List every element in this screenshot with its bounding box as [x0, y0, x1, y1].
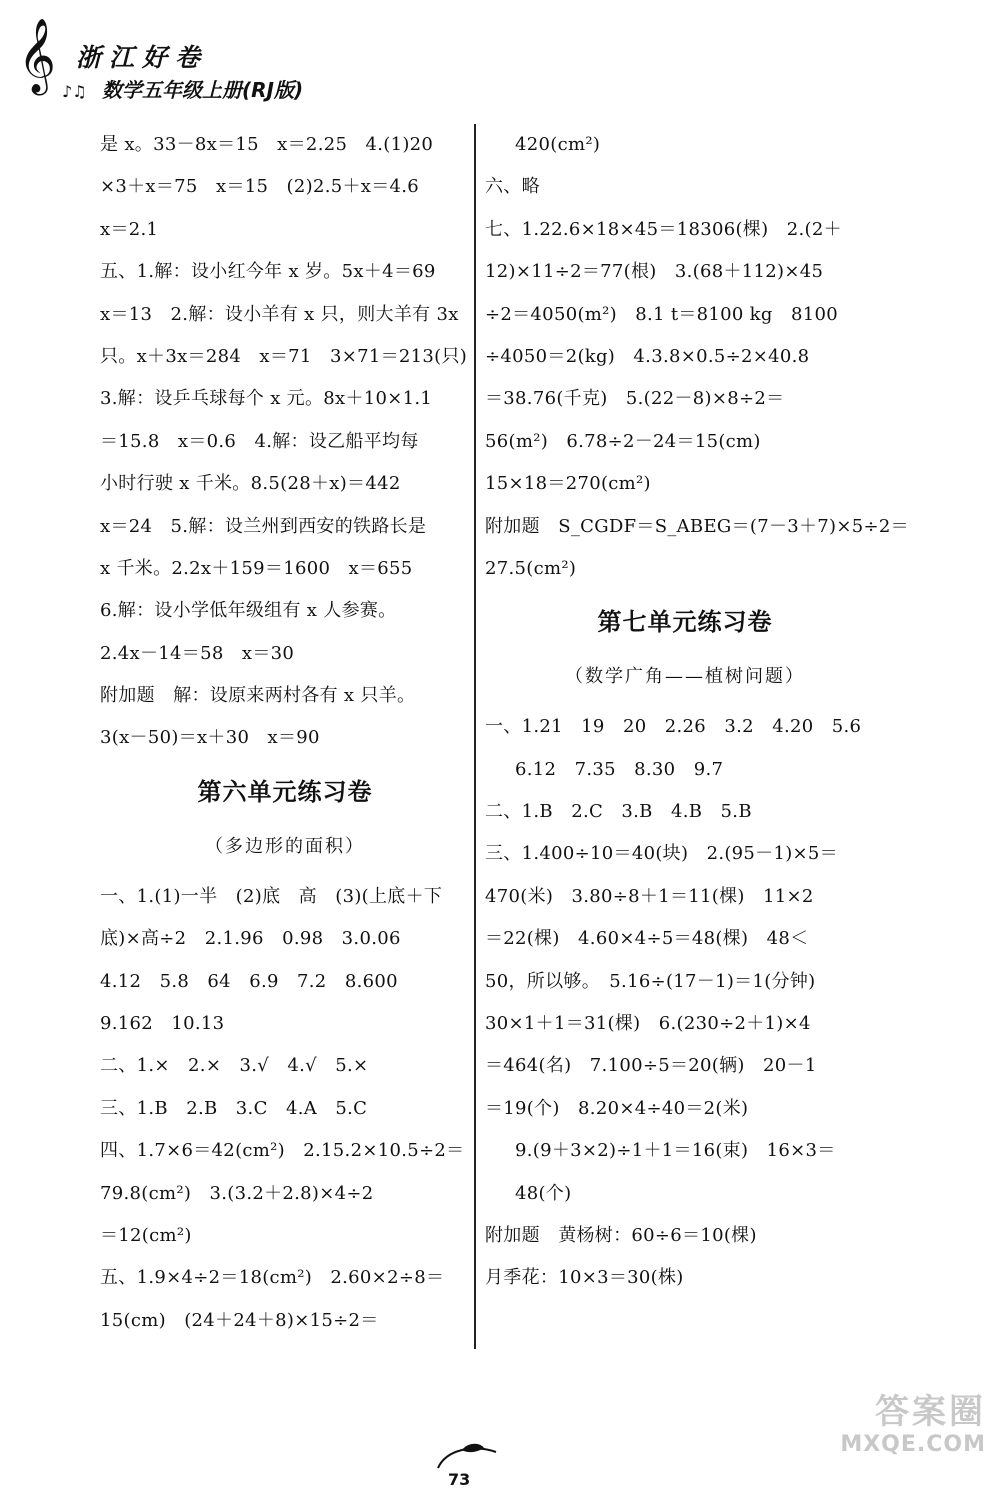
answer-line: 79.8(cm²) 3.(3.2＋2.8)×4÷2 [100, 1182, 374, 1204]
answer-line: 一、1.(1)一半 (2)底 高 (3)(上底＋下 [100, 885, 443, 907]
unit6-title: 第六单元练习卷 [197, 777, 373, 806]
answer-line: 五、1.9×4÷2＝18(cm²) 2.60×2÷8＝ [100, 1267, 445, 1289]
music-notes-icon: ♪♫ [62, 82, 87, 101]
left-column [100, 124, 470, 1342]
unit6-subtitle: （多边形的面积） [205, 835, 365, 857]
answer-line: 15×18＝270(cm²) [485, 473, 651, 495]
answer-line: 七、1.22.6×18×45＝18306(棵) 2.(2＋ [485, 218, 842, 240]
column-divider [474, 124, 476, 1349]
answer-line: 只。x＋3x＝284 x＝71 3×71＝213(只) [100, 345, 468, 367]
leaf-swoosh-icon [432, 1442, 502, 1470]
answer-line: 420(cm²) [515, 134, 601, 155]
answer-line: 15(cm) (24＋24＋8)×15÷2＝ [100, 1309, 379, 1331]
answer-line: x＝13 2.解：设小羊有 x 只，则大羊有 3x [100, 303, 459, 325]
answer-block-unit7 [485, 706, 885, 1299]
page-footer [432, 1442, 502, 1502]
answer-line: 月季花：10×3＝30(株) [485, 1267, 684, 1289]
answer-line: 6.解：设小学低年级组有 x 人参赛。 [100, 600, 397, 622]
answer-block-unit6-cont [485, 124, 909, 590]
unit7-subtitle: （数学广角——植树问题） [565, 666, 805, 688]
answer-line: 是 x。33－8x＝15 x＝2.25 4.(1)20 [100, 134, 434, 155]
answer-block-unit6 [100, 876, 470, 1342]
answer-line: 9.(9＋3×2)÷1＋1＝16(束) 16×3＝ [515, 1140, 836, 1162]
answer-line: 2.4x－14＝58 x＝30 [100, 642, 295, 664]
watermark-url: MXQE.COM [840, 1432, 986, 1457]
answer-line: x＝2.1 [100, 218, 159, 240]
answer-line: 6.12 7.35 8.30 9.7 [515, 758, 724, 780]
answer-line: 一、1.21 19 20 2.26 3.2 4.20 5.6 [485, 716, 862, 738]
series-title: 浙江好卷 [76, 43, 209, 72]
answer-line: x＝24 5.解：设兰州到西安的铁路长是 [100, 515, 427, 537]
answer-line: 二、1.× 2.× 3.√ 4.√ 5.× [100, 1055, 369, 1077]
answer-line: 27.5(cm²) [485, 557, 577, 579]
answer-line: 四、1.7×6＝42(cm²) 2.15.2×10.5÷2＝ [100, 1140, 465, 1162]
page-header [18, 19, 338, 104]
answer-line: 3(x－50)＝x＋30 x＝90 [100, 727, 320, 749]
answer-line: 9.162 10.13 [100, 1013, 225, 1035]
answer-line: ×3＋x＝75 x＝15 (2)2.5＋x＝4.6 [100, 176, 420, 198]
right-column [485, 124, 909, 1300]
answer-line: 小时行驶 x 千米。8.5(28＋x)＝442 [100, 473, 401, 495]
answer-line: 30×1＋1＝31(棵) 6.(230÷2＋1)×4 [485, 1013, 811, 1035]
answer-line: 470(米) 3.80÷8＋1＝11(棵) 11×2 [485, 885, 814, 907]
answer-line: 底)×高÷2 2.1.96 0.98 3.0.06 [100, 928, 401, 950]
answer-line: ＝464(名) 7.100÷5＝20(辆) 20－1 [485, 1055, 817, 1077]
answer-line: 附加题 黄杨树：60÷6＝10(棵) [485, 1224, 757, 1246]
answer-block-unit5 [100, 124, 470, 760]
answer-line: 二、1.B 2.C 3.B 4.B 5.B [485, 801, 752, 823]
answer-line: 六、略 [485, 176, 540, 198]
page-number: 73 [448, 1470, 471, 1489]
unit7-title: 第七单元练习卷 [597, 608, 773, 637]
treble-clef-icon: 𝄞 [18, 19, 56, 93]
answer-line: 附加题 S_CGDF＝S_ABEG＝(7－3＋7)×5÷2＝ [485, 515, 909, 537]
answer-line: ÷2＝4050(m²) 8.1 t＝8100 kg 8100 [485, 303, 839, 325]
answer-line: 五、1.解：设小红今年 x 岁。5x＋4＝69 [100, 261, 436, 283]
answer-line: ＝38.76(千克) 5.(22－8)×8÷2＝ [485, 388, 785, 410]
answer-line: 三、1.B 2.B 3.C 4.A 5.C [100, 1097, 368, 1119]
answer-line: 56(m²) 6.78÷2－24＝15(cm) [485, 430, 761, 452]
answer-line: 三、1.400÷10＝40(块) 2.(95－1)×5＝ [485, 843, 838, 865]
answer-line: ＝22(棵) 4.60×4÷5＝48(棵) 48＜ [485, 928, 809, 950]
answer-line: 48(个) [515, 1182, 572, 1204]
book-title: 数学五年级上册(RJ版) [102, 78, 304, 102]
answer-line: ＝12(cm²) [100, 1224, 192, 1246]
answer-line: ＝19(个) 8.20×4÷40＝2(米) [485, 1097, 749, 1119]
watermark-logo-text: 答案圈 [875, 1392, 986, 1432]
answer-line: ＝15.8 x＝0.6 4.解：设乙船平均每 [100, 430, 419, 452]
answer-line: 附加题 解：设原来两村各有 x 只羊。 [100, 685, 416, 707]
watermark [836, 1392, 986, 1458]
answer-line: 50，所以够。 5.16÷(17－1)＝1(分钟) [485, 970, 816, 992]
answer-line: 12)×11÷2＝77(根) 3.(68＋112)×45 [485, 261, 824, 283]
answer-line: ÷4050＝2(kg) 4.3.8×0.5÷2×40.8 [485, 345, 810, 367]
answer-line: 4.12 5.8 64 6.9 7.2 8.600 [100, 970, 398, 992]
answer-line: 3.解：设乒乓球每个 x 元。8x＋10×1.1 [100, 388, 433, 410]
answer-line: x 千米。2.2x＋159＝1600 x＝655 [100, 557, 413, 579]
